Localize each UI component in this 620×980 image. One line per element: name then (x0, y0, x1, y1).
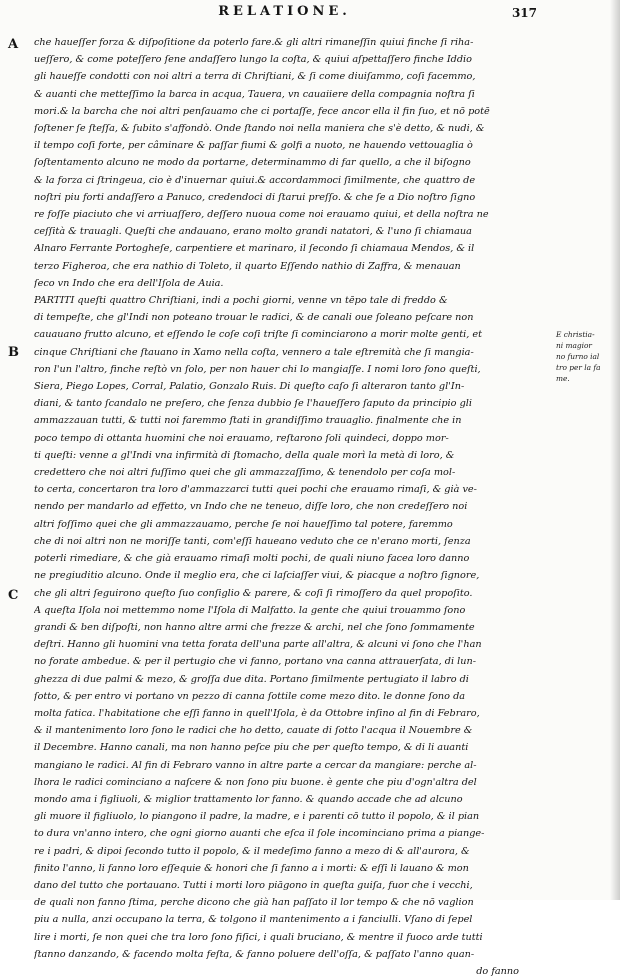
text-line: finito l'anno, li fanno loro eſſequie & honori che ſi fanno a i morti: & eſſi li lauano & mon (34, 862, 469, 874)
text-line: gli muore il figliuolo, lo piangono il padre, la madre, e i parenti cō tutto il popolo, & il pian (34, 811, 480, 823)
text-line: ſoſtentamento alcuno ne modo da portarne, determinammo di far quello, a che il biſogno (34, 157, 471, 169)
section-letter-b: B (8, 345, 19, 360)
text-line: ſoſtener ſe ſteſſa, & ſubito s'affondò. Onde ſtando noi nella maniera che s'è detto, & nudi, & (34, 123, 485, 135)
text-line: di tempeſte, che gl'Indi non poteano trouar le radici, & de canali oue ſoleano peſcare non (34, 312, 474, 324)
text-line: diani, & tanto ſcandalo ne preſero, che ſenza dubbio ſe l'haueſſero ſaputo da principio gli (34, 398, 472, 410)
margin-note-line: ni magior (556, 341, 592, 350)
text-line: ſeco vn Indo che era dell'Iſola de Auia. (34, 277, 224, 289)
text-line: to dura vn'anno intero, che ogni giorno auanti che eſca il ſole incominciano prima a piange- (34, 828, 485, 840)
page-number: 317 (511, 6, 537, 20)
text-line: deſtri. Hanno gli huomini vna tetta forata dell'una parte all'altra, & alcuni vi ſono che l'han (34, 639, 482, 651)
text-line: credettero che noi altri fuſſimo quei che gli ammazzaſſimo, & tenendolo per coſa mol- (34, 467, 456, 479)
text-line: & la forza ci ſtringeua, cio è d'inuernar quiui.& accordammoci ſimilmente, che quattro de (34, 174, 476, 186)
text-line: grandi & ben diſpoſti, non hanno altre armi che frezze & archi, nel che ſono ſommamente (34, 621, 475, 633)
text-line: cauauano frutto alcuno, et eſſendo le coſe coſi triſte ſi cominciarono a morir molte genti, et (34, 329, 483, 341)
section-letter-a: A (8, 37, 19, 52)
page-edge-shadow (610, 0, 620, 900)
text-line: Alnaro Ferrante Portogheſe, carpentiere et marinaro, il ſecondo ſi chiamaua Mendos, & il (34, 243, 475, 255)
text-line: ceſſità & trauagli. Queſti che andauano, erano molto grandi natatori, & l'uno ſi chiamaua (34, 226, 472, 238)
text-line: che gli altri ſeguirono queſto ſuo conſiglio & parere, & coſi ſi rimoſſero da quel propoſito. (34, 587, 473, 599)
margin-note-line: me. (556, 374, 570, 383)
text-line: ti queſti: venne a gl'Indi vna infirmità di ſtomacho, della quale morì la metà di loro, & (34, 449, 455, 461)
text-line: ueſſero, & come poteſſero ſene andaſſero lungo la coſta, & quiui aſpettaſſero finche Iddio (34, 54, 472, 66)
margin-note-line: tro per la fa (556, 363, 601, 372)
text-line: poco tempo di ottanta huomini che noi erauamo, reſtarono ſoli quindeci, doppo mor- (34, 432, 449, 444)
text-line: terzo Figheroa, che era nathio di Toleto, il quarto Eſſendo nathio di Zaffra, & menauan (34, 260, 461, 272)
running-title: RELATIONE. (218, 4, 351, 19)
page-header (32, 4, 537, 24)
text-line: piu a nulla, anzi occupano la terra, & tolgono il mantenimento a i fanciulli. Vſano di ſepel (34, 914, 473, 926)
text-line: ne pregiuditio alcuno. Onde il meglio era, che ci laſciaſſer viui, & piacque a noſtro ſignore, (34, 570, 480, 582)
text-line: mondo ama i figliuoli, & miglior trattamento lor fanno. & quando accade che ad alcuno (34, 793, 463, 805)
text-line: ron l'un l'altro, finche reſtò vn ſolo, per non hauer chi lo mangiaſſe. I nomi loro ſono queſti, (34, 363, 481, 375)
text-line: che di noi altri non ne moriſſe tanti, com'eſſi haueano veduto che ce n'erano morti, ſenza (34, 535, 471, 547)
text-line: il tempo coſi forte, per câminare & paſſar fiumi & golfi a nuoto, ne hauendo vettouaglia ò (34, 140, 473, 152)
text-line: PARTITI queſti quattro Chriſtiani, indi a pochi giorni, venne vn tēpo tale di freddo & (34, 295, 448, 307)
text-line: gli haueſſe condotti con noi altri a terra di Chriſtiani, & ſi come diuiſammo, coſi facemmo, (34, 71, 476, 83)
text-line: molta fatica. l'habitatione che eſſi fanno in quell'Iſola, è da Ottobre inſino al fin di Febraro, (34, 707, 480, 719)
margin-note (556, 329, 612, 384)
text-line: dano del tutto che portauano. Tutti i morti loro piāgono in queſta guiſa, fuor che i vecchi, (34, 879, 473, 891)
text-line: re i padri, & dipoi ſecondo tutto il popolo, & il medeſimo fanno a mezo di & all'aurora, & (34, 845, 470, 857)
margin-note-line: no furno ial (556, 352, 600, 361)
text-line: noſtri piu forti andaſſero a Panuco, credendoci di ſtarui preſſo. & che ſe a Dio noſtro ſigno (34, 191, 476, 203)
text-line: re foſſe piaciuto che vi arriuaſſero, deſſero nuoua come noi erauamo quiui, et della noſtra ne (34, 209, 489, 221)
text-line: do fanno (476, 965, 519, 977)
text-line: & auanti che metteſſimo la barca in acqua, Tauera, vn cauaiiere della compagnia noſtra ſi (34, 88, 475, 100)
body-text (34, 34, 549, 980)
text-line: ſotto, & per entro vi portano vn pezzo di canna ſottile come mezo dito. le donne ſono da (34, 690, 466, 702)
text-line: poterli rimediare, & che già erauamo rimaſi molti pochi, de quali niuno facea loro danno (34, 553, 470, 565)
text-line: ammazzauan tutti, & tutti noi faremmo ſtati in grandiſſimo trauaglio. finalmente che in (34, 415, 462, 427)
text-line: Siera, Piego Lopes, Corral, Palatio, Gonzalo Ruis. Di queſto caſo ſi alteraron tanto gl'In- (34, 381, 465, 393)
section-letter-c: C (8, 588, 19, 603)
text-line: ghezza di due palmi & mezo, & groſſa due dita. Portano ſimilmente pertugiato il labro di (34, 673, 469, 685)
text-line: no forate ambedue. & per il pertugio che vi fanno, portano vna canna attrauerſata, di lun- (34, 656, 476, 668)
text-line: lhora le radici cominciano a naſcere & non ſono piu buone. è gente che piu d'ogn'altra del (34, 776, 477, 788)
text-line: mori.& la barcha che noi altri penſauamo che ci portaſſe, fece ancor ella il fin ſuo, et nō potē (34, 105, 490, 117)
text-line: mangiano le radici. Al fin di Febraro vanno in altre parte a cercar da mangiare: perche al- (34, 759, 477, 771)
text-line: il Decembre. Hanno canali, ma non hanno peſce piu che per queſto tempo, & di li auanti (34, 742, 469, 754)
text-line: de quali non fanno ſtima, perche dicono che già han paſſato il lor tempo & che nō vaglion (34, 897, 474, 909)
text-line: & il mantenimento loro ſono le radici che ho detto, cauate di ſotto l'acqua il Nouembre & (34, 725, 473, 737)
text-line: cinque Chriſtiani che ſtauano in Xamo nella coſta, vennero a tale eſtremità che ſi mangia- (34, 346, 474, 358)
text-line: nendo per mandarlo ad effetto, vn Indo che ne teneuo, diſſe loro, che non credeſſero noi (34, 501, 468, 513)
text-line: A queſta Iſola noi mettemmo nome l'Iſola di Malfatto. la gente che quiui trouammo ſono (34, 604, 466, 616)
text-line: to certa, concertaron tra loro d'ammazzarci tutti quei pochi che erauamo rimaſi, & già ve- (34, 484, 477, 496)
margin-note-line: E christia- (556, 330, 595, 339)
text-line: lire i morti, ſe non quei che tra loro ſono fiſici, i quali bruciano, & mentre il fuoco arde tutti (34, 931, 483, 943)
text-line: ſtanno danzando, & facendo molta feſta, & fanno poluere dell'oſſa, & paſſato l'anno quan- (34, 948, 475, 960)
text-line: altri foſſimo quei che gli ammazzauamo, perche ſe noi haueſſimo tal potere, faremmo (34, 518, 453, 530)
text-line: che haueſſer forza & diſpoſitione da poterlo fare.& gli altri rimaneſſin quiui finche ſi riha- (34, 37, 474, 48)
